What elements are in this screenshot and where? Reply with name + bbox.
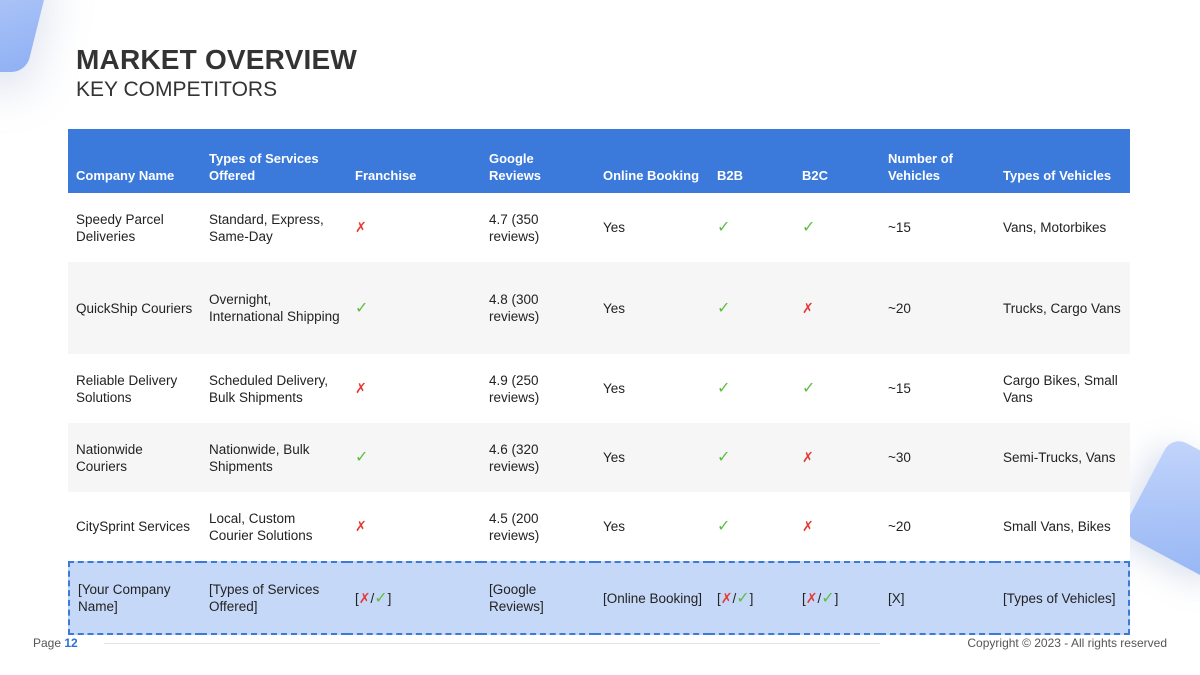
cell-services: Nationwide, Bulk Shipments <box>201 423 347 492</box>
check-icon: ✓ <box>717 299 731 317</box>
cell-b2c <box>794 423 880 492</box>
cell-company: Reliable Delivery Solutions <box>68 354 201 423</box>
page-number: Page 12 <box>33 636 78 650</box>
cross-icon: ✗ <box>720 589 733 606</box>
header-b2c: B2C <box>794 129 880 193</box>
decorative-shape-top-left <box>0 0 54 72</box>
cell-vehicle-types: Cargo Bikes, Small Vans <box>995 354 1130 423</box>
check-icon: ✓ <box>717 219 731 236</box>
cell-vehicles: ~15 <box>880 193 995 262</box>
cell-booking: Yes <box>595 423 709 492</box>
check-icon: ✓ <box>821 589 835 607</box>
cell-b2b <box>709 423 794 492</box>
cell-vehicles: ~20 <box>880 492 995 561</box>
header-google-reviews: Google Reviews <box>481 129 595 193</box>
cell-franchise <box>347 492 481 561</box>
cell-vehicles: ~15 <box>880 354 995 423</box>
header-types-of-vehicles: Types of Vehicles <box>995 129 1130 193</box>
cell-vehicles: ~30 <box>880 423 995 492</box>
table-row <box>68 262 1130 354</box>
cell-franchise-placeholder: [✗/✓] <box>347 561 481 635</box>
header-services: Types of Services Offered <box>201 129 347 193</box>
cell-franchise <box>347 193 481 262</box>
cell-services: Overnight, International Shipping <box>201 262 347 354</box>
cell-b2c <box>794 492 880 561</box>
decorative-shape-bottom-right <box>1121 436 1200 585</box>
cross-icon: ✗ <box>802 449 814 465</box>
table-row <box>68 492 1130 561</box>
cell-vehicle-types: Vans, Motorbikes <box>995 193 1130 262</box>
cell-company: Speedy Parcel Deliveries <box>68 193 201 262</box>
cell-reviews: 4.9 (250 reviews) <box>481 354 595 423</box>
cell-b2c <box>794 354 880 423</box>
cell-company-placeholder: [Your Company Name] <box>68 561 201 635</box>
header-online-booking: Online Booking <box>595 129 709 193</box>
cell-b2c <box>794 262 880 354</box>
check-icon: ✓ <box>355 299 369 317</box>
cell-franchise <box>347 262 481 354</box>
cell-b2c-placeholder: [✗/✓] <box>794 561 880 635</box>
table-row <box>68 354 1130 423</box>
copyright-text: Copyright © 2023 - All rights reserved <box>967 636 1167 650</box>
cross-icon: ✗ <box>355 380 367 396</box>
table-row <box>68 423 1130 492</box>
cross-icon: ✗ <box>358 589 371 606</box>
header-number-of-vehicles: Number of Vehicles <box>880 129 995 193</box>
competitors-table <box>68 129 1130 635</box>
check-icon: ✓ <box>802 219 816 236</box>
cell-booking: Yes <box>595 354 709 423</box>
cell-reviews: 4.8 (300 reviews) <box>481 262 595 354</box>
cross-icon: ✗ <box>805 589 818 606</box>
cross-icon: ✗ <box>802 518 814 534</box>
cell-b2b <box>709 262 794 354</box>
cell-reviews: 4.6 (320 reviews) <box>481 423 595 492</box>
check-icon: ✓ <box>717 380 731 397</box>
table-header-row <box>68 129 1130 193</box>
cell-company: CitySprint Services <box>68 492 201 561</box>
cell-franchise <box>347 354 481 423</box>
cell-booking: Yes <box>595 262 709 354</box>
cell-company: Nationwide Couriers <box>68 423 201 492</box>
cell-booking-placeholder: [Online Booking] <box>595 561 709 635</box>
cell-vehicle-types-placeholder: [Types of Vehicles] <box>995 561 1130 635</box>
cell-services: Scheduled Delivery, Bulk Shipments <box>201 354 347 423</box>
cell-b2b <box>709 354 794 423</box>
cell-b2b-placeholder: [✗/✓] <box>709 561 794 635</box>
footer-divider <box>104 643 880 644</box>
check-icon: ✓ <box>355 449 369 466</box>
cell-b2c <box>794 193 880 262</box>
header-company-name: Company Name <box>68 129 201 193</box>
cell-vehicles-placeholder: [X] <box>880 561 995 635</box>
check-icon: ✓ <box>717 449 731 466</box>
cell-vehicle-types: Semi-Trucks, Vans <box>995 423 1130 492</box>
check-icon: ✓ <box>374 589 388 607</box>
cross-icon: ✗ <box>355 518 367 534</box>
cell-services: Local, Custom Courier Solutions <box>201 492 347 561</box>
cross-icon: ✗ <box>802 299 814 316</box>
cell-booking: Yes <box>595 492 709 561</box>
cell-franchise <box>347 423 481 492</box>
page-number-value: 12 <box>64 636 78 650</box>
header-franchise: Franchise <box>347 129 481 193</box>
slide-subtitle: KEY COMPETITORS <box>76 78 278 101</box>
slide-title: MARKET OVERVIEW <box>76 44 357 75</box>
cell-services-placeholder: [Types of Services Offered] <box>201 561 347 635</box>
cell-company: QuickShip Couriers <box>68 262 201 354</box>
cell-reviews-placeholder: [Google Reviews] <box>481 561 595 635</box>
cell-services: Standard, Express, Same-Day <box>201 193 347 262</box>
cell-vehicle-types: Trucks, Cargo Vans <box>995 262 1130 354</box>
cell-b2b <box>709 492 794 561</box>
cell-vehicle-types: Small Vans, Bikes <box>995 492 1130 561</box>
check-icon: ✓ <box>802 380 816 397</box>
cross-icon: ✗ <box>355 219 367 235</box>
cell-booking: Yes <box>595 193 709 262</box>
cell-vehicles: ~20 <box>880 262 995 354</box>
header-b2b: B2B <box>709 129 794 193</box>
cell-reviews: 4.5 (200 reviews) <box>481 492 595 561</box>
placeholder-row <box>68 561 1130 635</box>
cell-reviews: 4.7 (350 reviews) <box>481 193 595 262</box>
check-icon: ✓ <box>736 589 750 607</box>
cell-b2b <box>709 193 794 262</box>
table-row <box>68 193 1130 262</box>
check-icon: ✓ <box>717 518 731 535</box>
